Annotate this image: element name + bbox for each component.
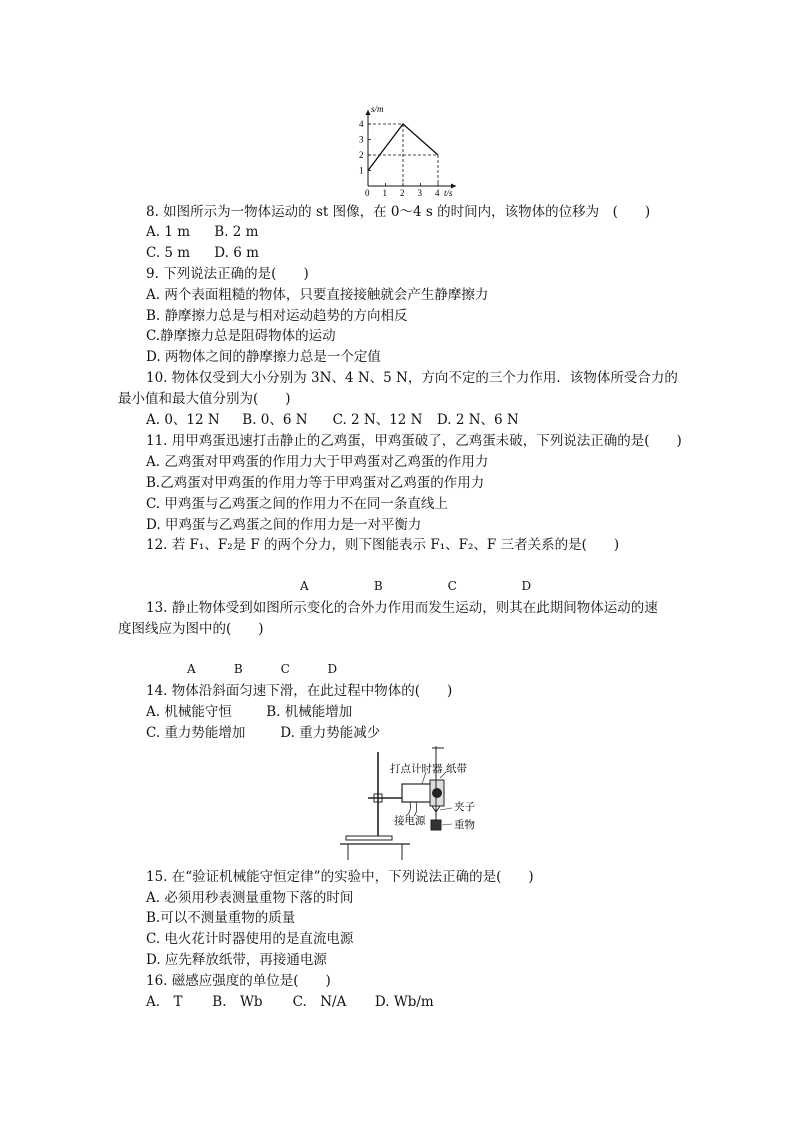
q16-option-b: B. Wb <box>212 994 263 1010</box>
q10-stem-line1: 10. 物体仅受到大小分别为 3N、4 N、5 N，方向不定的三个力作用．该物体所受合力的 <box>146 370 678 386</box>
q13-label-a: A <box>187 662 196 676</box>
leader-weight <box>442 824 452 825</box>
label-clip: 夹子 <box>454 802 475 813</box>
label-timer: 打点计时器 <box>390 764 443 775</box>
q14-options-row2 <box>146 724 380 742</box>
q12-figure-labels <box>300 577 531 595</box>
q8-option-b: B. 2 m <box>214 224 259 240</box>
q8-option-d: D. 6 m <box>214 245 259 261</box>
y-tick-label: 3 <box>359 134 364 145</box>
q8-stem: 8. 如图所示为一物体运动的 st 图像，在 0～4 s 的时间内，该物体的位移为 ( ) <box>146 204 651 220</box>
timer-body <box>402 784 432 802</box>
q16-options <box>146 993 434 1011</box>
q10-stem-line2: 最小值和最大值分别为( ) <box>118 391 291 407</box>
weight <box>431 820 441 830</box>
q8-options-row1 <box>146 223 258 241</box>
stand-base <box>346 836 392 840</box>
q15-stem: 15. 在“验证机械能守恒定律”的实验中，下列说法正确的是( ) <box>146 869 534 885</box>
q10-options <box>146 411 519 429</box>
q10-option-c: C. 2 N、12 N <box>332 412 423 428</box>
q9-option-d: D. 两物体之间的静摩擦力总是一个定值 <box>146 349 381 365</box>
q8-options-row2 <box>146 244 259 262</box>
q15-option-a: A. 必须用秒表测量重物下落的时间 <box>146 890 354 906</box>
q16-option-d: D. Wb/m <box>374 994 434 1010</box>
q11-option-d: D. 甲鸡蛋与乙鸡蛋之间的作用力是一对平衡力 <box>146 517 422 533</box>
q10-option-d: D. 2 N、6 N <box>436 412 519 428</box>
q9-option-b: B. 静摩擦力总是与相对运动趋势的方向相反 <box>146 308 408 324</box>
leader-clip <box>440 808 452 810</box>
x-tick-label: 4 <box>435 188 440 196</box>
q10-option-b: B. 0、6 N <box>242 412 308 428</box>
x-tick-label: 1 <box>382 188 387 196</box>
q9-option-c: C.静摩擦力总是阻碍物体的运动 <box>146 328 336 344</box>
q14-options-row1 <box>146 703 352 721</box>
q12-label-b: B <box>373 579 383 593</box>
q10-option-a: A. 0、12 N <box>146 412 220 428</box>
q14-option-a: A. 机械能守恒 <box>146 704 232 720</box>
q16-option-a: A. T <box>146 994 183 1010</box>
label-weight: 重物 <box>454 820 475 831</box>
x-tick-label: 2 <box>400 188 405 196</box>
x-tick-label: 3 <box>417 188 422 196</box>
y-axis-arrow <box>366 110 371 115</box>
wire-1 <box>406 802 411 816</box>
q9-stem: 9. 下列说法正确的是( ) <box>146 266 309 282</box>
q12-stem: 12. 若 F₁、F₂是 F 的两个分力，则下图能表示 F₁、F₂、F 三者关系的是( ) <box>146 537 620 553</box>
q11-stem: 11. 用甲鸡蛋迅速打击静止的乙鸡蛋，甲鸡蛋破了，乙鸡蛋未破，下列说法正确的是( ) <box>146 433 682 449</box>
q8-option-c: C. 5 m <box>146 245 191 261</box>
timer-disc <box>432 788 442 798</box>
q8-option-a: A. 1 m <box>146 224 191 240</box>
q11-option-b: B.乙鸡蛋对甲鸡蛋的作用力等于甲鸡蛋对乙鸡蛋的作用力 <box>146 475 485 491</box>
q14-option-d: D. 重力势能减少 <box>280 725 381 741</box>
label-power: 接电源 <box>394 816 426 827</box>
q13-figure-labels <box>187 660 337 678</box>
q12-label-a: A <box>300 579 309 593</box>
y-tick-label: 2 <box>359 150 364 160</box>
q13-label-c: C <box>280 662 290 676</box>
q11-option-a: A. 乙鸡蛋对甲鸡蛋的作用力大于甲鸡蛋对乙鸡蛋的作用力 <box>146 454 489 470</box>
y-axis-label: s/m <box>371 104 384 114</box>
label-tape: 纸带 <box>446 764 467 775</box>
wire-2 <box>414 802 417 816</box>
free-fall-apparatus-figure <box>340 742 490 860</box>
q9-option-a: A. 两个表面粗糙的物体，只要直接接触就会产生静摩擦力 <box>146 287 489 303</box>
q13-label-d: D <box>327 662 338 676</box>
q11-option-c: C. 甲鸡蛋与乙鸡蛋之间的作用力不在同一条直线上 <box>146 496 448 512</box>
y-tick-label: 4 <box>359 119 364 129</box>
x-axis-label: t/s <box>444 188 453 196</box>
q15-option-b: B.可以不测量重物的质量 <box>146 910 296 926</box>
st-graph <box>350 100 470 196</box>
q12-label-d: D <box>521 579 532 593</box>
q13-label-b: B <box>233 662 243 676</box>
q16-stem: 16. 磁感应强度的单位是( ) <box>146 973 331 989</box>
x-tick-label: 0 <box>365 188 370 196</box>
q13-stem-line2: 度图线应为图中的( ) <box>118 621 264 637</box>
q15-option-d: D. 应先释放纸带，再接通电源 <box>146 952 327 968</box>
q13-stem-line1: 13. 静止物体受到如图所示变化的合外力作用而发生运动，则其在此期间物体运动的速 <box>146 600 658 616</box>
q14-option-c: C. 重力势能增加 <box>146 725 246 741</box>
q15-option-c: C. 电火花计时器使用的是直流电源 <box>146 931 354 947</box>
y-tick-label: 1 <box>359 165 364 176</box>
q16-option-c: C. N/A <box>292 994 347 1010</box>
q12-label-c: C <box>447 579 457 593</box>
q14-stem: 14. 物体沿斜面匀速下滑，在此过程中物体的( ) <box>146 683 453 699</box>
q14-option-b: B. 机械能增加 <box>266 704 353 720</box>
